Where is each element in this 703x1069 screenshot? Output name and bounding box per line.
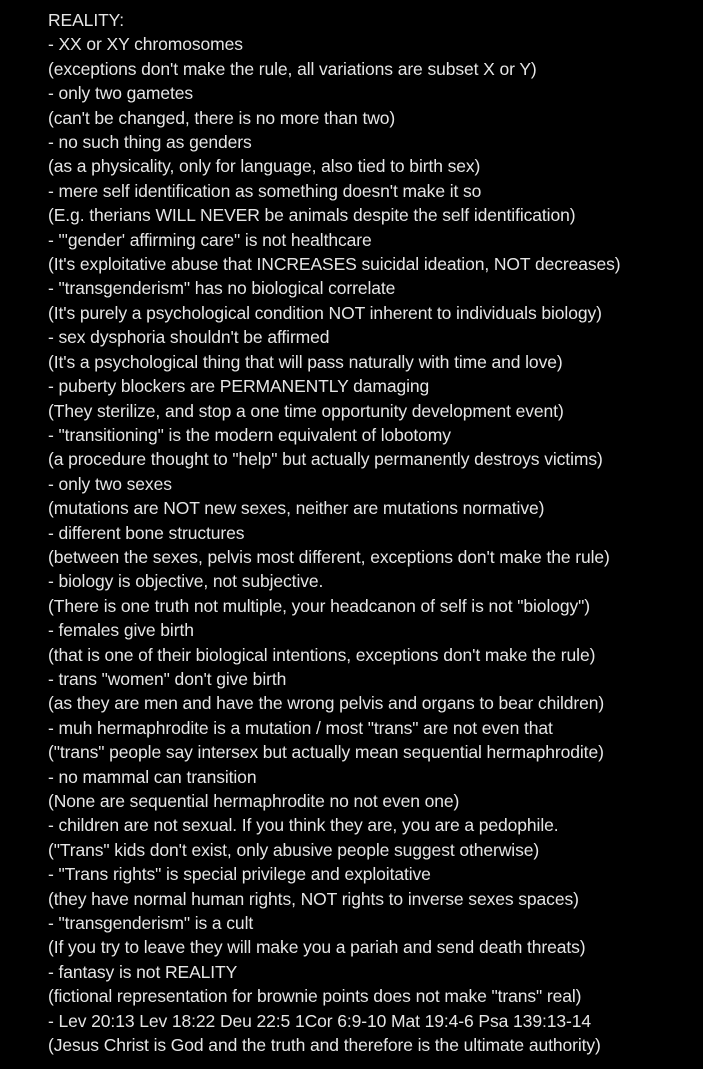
item-claim: - "'gender' affirming care" is not healthcare <box>48 229 372 250</box>
item-note: (that is one of their biological intentions, exceptions don't make the rule) <box>48 644 596 665</box>
item-note: ("trans" people say intersex but actually mean sequential hermaphrodite) <box>48 742 604 763</box>
item-note: (It's exploitative abuse that INCREASES suicidal ideation, NOT decreases) <box>48 254 621 275</box>
item-note: (It's purely a psychological condition NOT inherent to individuals biology) <box>48 302 602 323</box>
item-claim: - puberty blockers are PERMANENTLY damaging <box>48 376 430 397</box>
item-claim: - different bone structures <box>48 522 245 543</box>
item-note: (It's a psychological thing that will pass naturally with time and love) <box>48 351 563 372</box>
item-note: ("Trans" kids don't exist, only abusive people suggest otherwise) <box>48 839 540 860</box>
item-note: (as they are men and have the wrong pelvis and organs to bear children) <box>48 693 605 714</box>
item-claim: - "transgenderism" has no biological correlate <box>48 278 396 299</box>
item-claim: - no such thing as genders <box>48 132 252 153</box>
item-claim: - females give birth <box>48 620 194 641</box>
item-note: (Jesus Christ is God and the truth and therefore is the ultimate authority) <box>48 1035 601 1056</box>
item-note: (between the sexes, pelvis most different, exceptions don't make the rule) <box>48 546 610 567</box>
document-body <box>48 8 698 1057</box>
item-claim: - muh hermaphrodite is a mutation / most "trans" are not even that <box>48 717 553 738</box>
item-claim: - fantasy is not REALITY <box>48 961 238 982</box>
item-claim: - children are not sexual. If you think they are, you are a pedophile. <box>48 815 559 836</box>
item-claim: - Lev 20:13 Lev 18:22 Deu 22:5 1Cor 6:9-10 Mat 19:4-6 Psa 139:13-14 <box>48 1010 591 1031</box>
item-claim: - "transitioning" is the modern equivalent of lobotomy <box>48 424 451 445</box>
item-note: (as a physicality, only for language, also tied to birth sex) <box>48 156 481 177</box>
item-claim: - trans "women" don't give birth <box>48 668 287 689</box>
item-note: (can't be changed, there is no more than two) <box>48 107 396 128</box>
item-note: (a procedure thought to "help" but actually permanently destroys victims) <box>48 449 603 470</box>
item-claim: - "Trans rights" is special privilege and exploitative <box>48 864 431 885</box>
item-note: (They sterilize, and stop a one time opportunity development event) <box>48 400 564 421</box>
item-claim: - sex dysphoria shouldn't be affirmed <box>48 327 330 348</box>
item-claim: - mere self identification as something doesn't make it so <box>48 180 482 201</box>
item-claim: - only two sexes <box>48 473 172 494</box>
heading: REALITY: <box>48 10 125 30</box>
item-list <box>48 32 698 1057</box>
item-note: (If you try to leave they will make you a pariah and send death threats) <box>48 937 586 958</box>
item-claim: - no mammal can transition <box>48 766 257 787</box>
item-note: (mutations are NOT new sexes, neither are mutations normative) <box>48 498 545 519</box>
item-claim: - biology is objective, not subjective. <box>48 571 324 592</box>
item-note: (None are sequential hermaphrodite no not even one) <box>48 791 460 811</box>
item-claim: - XX or XY chromosomes <box>48 34 243 55</box>
item-note: (There is one truth not multiple, your headcanon of self is not "biology") <box>48 595 590 616</box>
item-claim: - "transgenderism" is a cult <box>48 913 254 934</box>
item-note: (fictional representation for brownie points does not make "trans" real) <box>48 986 582 1007</box>
item-note: (E.g. therians WILL NEVER be animals despite the self identification) <box>48 205 576 226</box>
item-claim: - only two gametes <box>48 83 194 104</box>
item-note: (they have normal human rights, NOT rights to inverse sexes spaces) <box>48 888 579 909</box>
item-note: (exceptions don't make the rule, all variations are subset X or Y) <box>48 58 537 79</box>
